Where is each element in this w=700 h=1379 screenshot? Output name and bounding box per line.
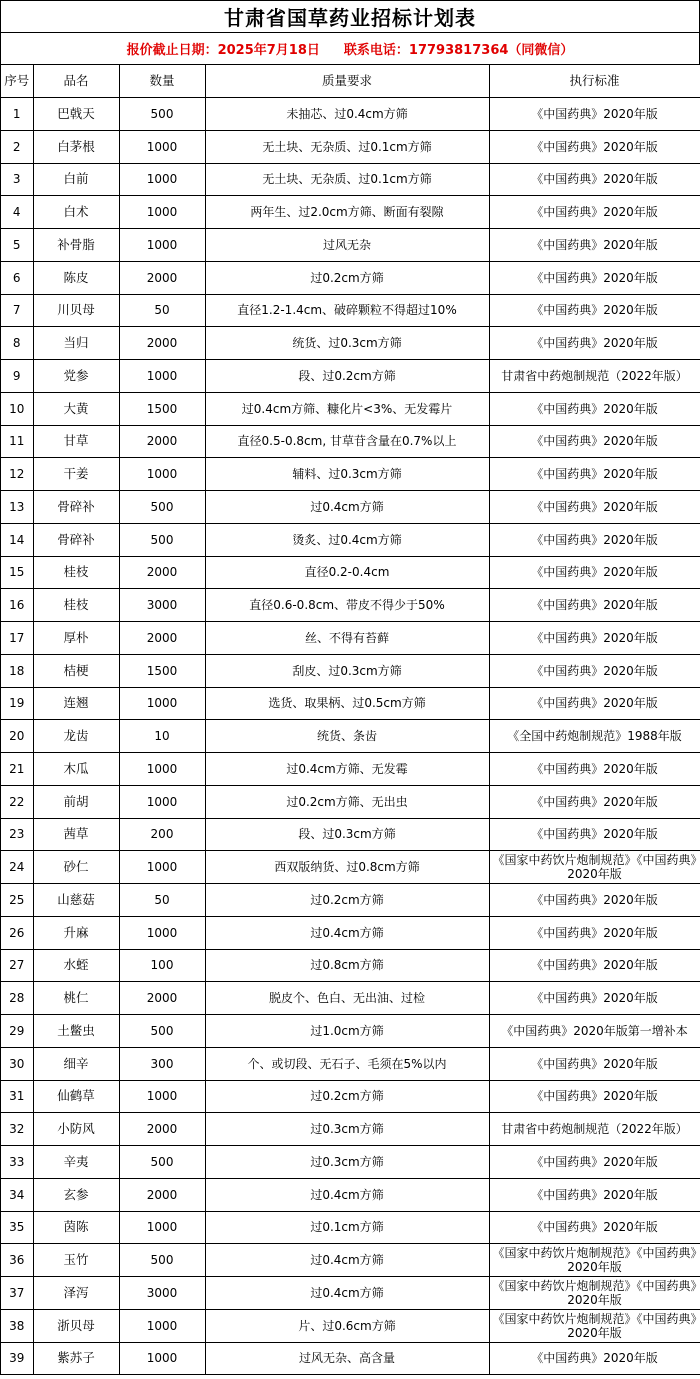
cell-qty: 1000 [119, 360, 205, 393]
cell-name: 大黄 [33, 392, 119, 425]
cell-name: 木瓜 [33, 753, 119, 786]
cell-name: 水蛭 [33, 949, 119, 982]
cell-qty: 3000 [119, 1277, 205, 1310]
table-row [1, 687, 700, 720]
cell-no: 17 [1, 622, 33, 655]
table-row [1, 360, 700, 393]
cell-name: 桃仁 [33, 982, 119, 1015]
cell-name: 仙鹤草 [33, 1080, 119, 1113]
cell-qty: 50 [119, 884, 205, 917]
table-row [1, 851, 700, 884]
cell-quality: 西双版纳货、过0.8cm方筛 [205, 851, 489, 884]
cell-no: 10 [1, 392, 33, 425]
cell-name: 陈皮 [33, 261, 119, 294]
cell-qty: 1000 [119, 1309, 205, 1342]
cell-name: 茵陈 [33, 1211, 119, 1244]
cell-name: 紫苏子 [33, 1342, 119, 1375]
cell-qty: 2000 [119, 327, 205, 360]
cell-quality: 选货、取果柄、过0.5cm方筛 [205, 687, 489, 720]
cell-no: 35 [1, 1211, 33, 1244]
info-bar [1, 33, 700, 65]
table-body [1, 98, 700, 1375]
cell-qty: 1000 [119, 687, 205, 720]
cell-name: 茜草 [33, 818, 119, 851]
table-row [1, 1178, 700, 1211]
cell-standard: 《中国药典》2020年版 [489, 491, 700, 524]
cell-name: 当归 [33, 327, 119, 360]
cell-name: 党参 [33, 360, 119, 393]
cell-quality: 过0.2cm方筛 [205, 1080, 489, 1113]
cell-no: 16 [1, 589, 33, 622]
cell-no: 2 [1, 130, 33, 163]
cell-qty: 1000 [119, 229, 205, 262]
cell-qty: 500 [119, 523, 205, 556]
cell-quality: 过0.4cm方筛、无发霉 [205, 753, 489, 786]
header-standard: 执行标准 [489, 65, 700, 98]
cell-name: 桔梗 [33, 654, 119, 687]
header-no: 序号 [1, 65, 33, 98]
cell-no: 7 [1, 294, 33, 327]
cell-standard: 《中国药典》2020年版 [489, 753, 700, 786]
cell-no: 22 [1, 785, 33, 818]
table-row [1, 130, 700, 163]
cell-no: 27 [1, 949, 33, 982]
cell-quality: 未抽芯、过0.4cm方筛 [205, 98, 489, 131]
table-row [1, 1015, 700, 1048]
cell-no: 14 [1, 523, 33, 556]
cell-name: 厚朴 [33, 622, 119, 655]
cell-standard: 《中国药典》2020年版 [489, 556, 700, 589]
cell-qty: 1000 [119, 785, 205, 818]
cell-quality: 过0.4cm方筛 [205, 916, 489, 949]
cell-no: 20 [1, 720, 33, 753]
table-row [1, 1277, 700, 1310]
cell-qty: 500 [119, 1146, 205, 1179]
cell-no: 15 [1, 556, 33, 589]
cell-quality: 过0.2cm方筛 [205, 261, 489, 294]
cell-quality: 直径0.6-0.8cm、带皮不得少于50% [205, 589, 489, 622]
cell-qty: 2000 [119, 556, 205, 589]
cell-name: 小防风 [33, 1113, 119, 1146]
cell-quality: 刮皮、过0.3cm方筛 [205, 654, 489, 687]
table-row [1, 982, 700, 1015]
cell-quality: 统货、过0.3cm方筛 [205, 327, 489, 360]
cell-name: 细辛 [33, 1047, 119, 1080]
cell-name: 骨碎补 [33, 523, 119, 556]
cell-no: 12 [1, 458, 33, 491]
table-row [1, 753, 700, 786]
cell-qty: 1000 [119, 1211, 205, 1244]
cell-standard: 《中国药典》2020年版 [489, 163, 700, 196]
cell-qty: 50 [119, 294, 205, 327]
cell-qty: 100 [119, 949, 205, 982]
table-row [1, 392, 700, 425]
table-row [1, 327, 700, 360]
cell-quality: 无土块、无杂质、过0.1cm方筛 [205, 130, 489, 163]
cell-no: 4 [1, 196, 33, 229]
cell-name: 浙贝母 [33, 1309, 119, 1342]
cell-quality: 直径1.2-1.4cm、破碎颗粒不得超过10% [205, 294, 489, 327]
cell-standard: 《中国药典》2020年版 [489, 982, 700, 1015]
header-quality: 质量要求 [205, 65, 489, 98]
cell-no: 3 [1, 163, 33, 196]
cell-standard: 甘肃省中药炮制规范（2022年版） [489, 1113, 700, 1146]
cell-quality: 段、过0.3cm方筛 [205, 818, 489, 851]
cell-quality: 过0.8cm方筛 [205, 949, 489, 982]
cell-quality: 个、或切段、无石子、毛须在5%以内 [205, 1047, 489, 1080]
table-row [1, 1113, 700, 1146]
cell-name: 龙齿 [33, 720, 119, 753]
contact-text: 联系电话：17793817364（同微信） [343, 43, 574, 58]
table-row [1, 491, 700, 524]
cell-no: 1 [1, 98, 33, 131]
table-row [1, 458, 700, 491]
cell-no: 31 [1, 1080, 33, 1113]
cell-name: 白茅根 [33, 130, 119, 163]
cell-no: 30 [1, 1047, 33, 1080]
cell-standard: 《中国药典》2020年版 [489, 1146, 700, 1179]
cell-standard: 《国家中药饮片炮制规范》《中国药典》2020年版 [489, 1244, 700, 1277]
cell-qty: 1000 [119, 916, 205, 949]
cell-standard: 《中国药典》2020年版 [489, 687, 700, 720]
table-row [1, 1047, 700, 1080]
cell-name: 山慈菇 [33, 884, 119, 917]
cell-no: 24 [1, 851, 33, 884]
cell-quality: 过0.1cm方筛 [205, 1211, 489, 1244]
cell-standard: 《中国药典》2020年版 [489, 294, 700, 327]
cell-no: 36 [1, 1244, 33, 1277]
cell-no: 21 [1, 753, 33, 786]
cell-no: 19 [1, 687, 33, 720]
cell-no: 34 [1, 1178, 33, 1211]
table-row [1, 163, 700, 196]
cell-no: 13 [1, 491, 33, 524]
table-row [1, 294, 700, 327]
table-row [1, 589, 700, 622]
cell-quality: 过0.3cm方筛 [205, 1113, 489, 1146]
cell-name: 前胡 [33, 785, 119, 818]
cell-standard: 《中国药典》2020年版 [489, 229, 700, 262]
cell-qty: 1000 [119, 1342, 205, 1375]
cell-quality: 辅料、过0.3cm方筛 [205, 458, 489, 491]
cell-no: 8 [1, 327, 33, 360]
cell-qty: 500 [119, 1244, 205, 1277]
cell-no: 37 [1, 1277, 33, 1310]
table-row [1, 1342, 700, 1375]
cell-no: 32 [1, 1113, 33, 1146]
cell-name: 白前 [33, 163, 119, 196]
cell-qty: 500 [119, 1015, 205, 1048]
table-row [1, 785, 700, 818]
cell-no: 39 [1, 1342, 33, 1375]
cell-quality: 丝、不得有苔藓 [205, 622, 489, 655]
cell-qty: 2000 [119, 622, 205, 655]
cell-quality: 过0.4cm方筛 [205, 1178, 489, 1211]
cell-no: 38 [1, 1309, 33, 1342]
table-row [1, 654, 700, 687]
header-name: 品名 [33, 65, 119, 98]
cell-standard: 《中国药典》2020年版 [489, 1211, 700, 1244]
cell-qty: 2000 [119, 982, 205, 1015]
header-row [1, 65, 700, 98]
cell-standard: 《中国药典》2020年版 [489, 949, 700, 982]
cell-standard: 《中国药典》2020年版 [489, 884, 700, 917]
cell-no: 9 [1, 360, 33, 393]
cell-no: 28 [1, 982, 33, 1015]
cell-standard: 《中国药典》2020年版 [489, 622, 700, 655]
table-row [1, 1244, 700, 1277]
table-row [1, 916, 700, 949]
cell-standard: 《中国药典》2020年版 [489, 425, 700, 458]
cell-qty: 1000 [119, 130, 205, 163]
cell-standard: 《国家中药饮片炮制规范》《中国药典》2020年版 [489, 851, 700, 884]
cell-quality: 过风无杂 [205, 229, 489, 262]
cell-standard: 《中国药典》2020年版 [489, 196, 700, 229]
cell-name: 白术 [33, 196, 119, 229]
cell-name: 泽泻 [33, 1277, 119, 1310]
cell-name: 干姜 [33, 458, 119, 491]
cell-qty: 2000 [119, 261, 205, 294]
bid-table [1, 65, 700, 1375]
cell-standard: 《中国药典》2020年版 [489, 261, 700, 294]
cell-quality: 过风无杂、高含量 [205, 1342, 489, 1375]
table-row [1, 229, 700, 262]
cell-quality: 片、过0.6cm方筛 [205, 1309, 489, 1342]
cell-standard: 《中国药典》2020年版 [489, 1047, 700, 1080]
table-row [1, 1309, 700, 1342]
cell-qty: 2000 [119, 1178, 205, 1211]
cell-standard: 《中国药典》2020年版 [489, 589, 700, 622]
cell-quality: 两年生、过2.0cm方筛、断面有裂隙 [205, 196, 489, 229]
cell-qty: 3000 [119, 589, 205, 622]
cell-standard: 《中国药典》2020年版 [489, 785, 700, 818]
cell-quality: 无土块、无杂质、过0.1cm方筛 [205, 163, 489, 196]
cell-qty: 1000 [119, 753, 205, 786]
table-row [1, 523, 700, 556]
cell-qty: 500 [119, 98, 205, 131]
cell-standard: 《中国药典》2020年版 [489, 458, 700, 491]
cell-name: 辛夷 [33, 1146, 119, 1179]
cell-no: 33 [1, 1146, 33, 1179]
cell-no: 18 [1, 654, 33, 687]
cell-standard: 《中国药典》2020年版第一增补本 [489, 1015, 700, 1048]
cell-standard: 《全国中药炮制规范》1988年版 [489, 720, 700, 753]
sheet-title: 甘肃省国草药业招标计划表 [1, 0, 700, 33]
cell-qty: 1500 [119, 392, 205, 425]
cell-standard: 《中国药典》2020年版 [489, 1080, 700, 1113]
cell-standard: 《国家中药饮片炮制规范》《中国药典》2020年版 [489, 1309, 700, 1342]
cell-standard: 《中国药典》2020年版 [489, 818, 700, 851]
cell-standard: 《中国药典》2020年版 [489, 327, 700, 360]
cell-standard: 《中国药典》2020年版 [489, 130, 700, 163]
cell-quality: 过0.3cm方筛 [205, 1146, 489, 1179]
cell-no: 25 [1, 884, 33, 917]
cell-quality: 脱皮个、色白、无出油、过检 [205, 982, 489, 1015]
cell-quality: 过0.4cm方筛 [205, 1244, 489, 1277]
cell-name: 补骨脂 [33, 229, 119, 262]
cell-qty: 10 [119, 720, 205, 753]
cell-standard: 《中国药典》2020年版 [489, 523, 700, 556]
table-row [1, 1211, 700, 1244]
cell-no: 26 [1, 916, 33, 949]
table-row [1, 949, 700, 982]
cell-name: 升麻 [33, 916, 119, 949]
cell-name: 玉竹 [33, 1244, 119, 1277]
cell-quality: 过0.4cm方筛、糠化片<3%、无发霉片 [205, 392, 489, 425]
cell-name: 骨碎补 [33, 491, 119, 524]
cell-qty: 1000 [119, 1080, 205, 1113]
cell-standard: 《中国药典》2020年版 [489, 98, 700, 131]
table-row [1, 196, 700, 229]
cell-standard: 《中国药典》2020年版 [489, 392, 700, 425]
cell-name: 川贝母 [33, 294, 119, 327]
cell-name: 玄参 [33, 1178, 119, 1211]
cell-qty: 500 [119, 491, 205, 524]
table-row [1, 818, 700, 851]
cell-qty: 2000 [119, 425, 205, 458]
table-row [1, 1080, 700, 1113]
table-row [1, 884, 700, 917]
cell-qty: 1000 [119, 851, 205, 884]
cell-quality: 过0.4cm方筛 [205, 491, 489, 524]
cell-name: 连翘 [33, 687, 119, 720]
cell-no: 23 [1, 818, 33, 851]
table-row [1, 1146, 700, 1179]
cell-no: 6 [1, 261, 33, 294]
table-row [1, 425, 700, 458]
cell-standard: 甘肃省中药炮制规范（2022年版） [489, 360, 700, 393]
table-row [1, 622, 700, 655]
header-qty: 数量 [119, 65, 205, 98]
cell-standard: 《中国药典》2020年版 [489, 916, 700, 949]
cell-standard: 《国家中药饮片炮制规范》《中国药典》2020年版 [489, 1277, 700, 1310]
cell-quality: 直径0.5-0.8cm, 甘草苷含量在0.7%以上 [205, 425, 489, 458]
cell-name: 巴戟天 [33, 98, 119, 131]
table-row [1, 261, 700, 294]
cell-name: 桂枝 [33, 589, 119, 622]
cell-quality: 直径0.2-0.4cm [205, 556, 489, 589]
cell-qty: 1500 [119, 654, 205, 687]
table-row [1, 720, 700, 753]
cell-qty: 1000 [119, 163, 205, 196]
cell-no: 29 [1, 1015, 33, 1048]
cell-quality: 过1.0cm方筛 [205, 1015, 489, 1048]
table-row [1, 556, 700, 589]
cell-qty: 2000 [119, 1113, 205, 1146]
cell-standard: 《中国药典》2020年版 [489, 1342, 700, 1375]
cell-qty: 1000 [119, 196, 205, 229]
cell-name: 砂仁 [33, 851, 119, 884]
cell-qty: 1000 [119, 458, 205, 491]
cell-quality: 统货、条齿 [205, 720, 489, 753]
cell-quality: 过0.4cm方筛 [205, 1277, 489, 1310]
cell-quality: 段、过0.2cm方筛 [205, 360, 489, 393]
cell-standard: 《中国药典》2020年版 [489, 1178, 700, 1211]
cell-quality: 过0.2cm方筛、无出虫 [205, 785, 489, 818]
cell-quality: 过0.2cm方筛 [205, 884, 489, 917]
cell-standard: 《中国药典》2020年版 [489, 654, 700, 687]
cell-qty: 200 [119, 818, 205, 851]
cell-no: 5 [1, 229, 33, 262]
cell-quality: 烫炙、过0.4cm方筛 [205, 523, 489, 556]
table-row [1, 98, 700, 131]
cell-name: 甘草 [33, 425, 119, 458]
cell-no: 11 [1, 425, 33, 458]
cell-qty: 300 [119, 1047, 205, 1080]
cell-name: 土鳖虫 [33, 1015, 119, 1048]
deadline-text: 报价截止日期：2025年7月18日 [126, 43, 320, 58]
cell-name: 桂枝 [33, 556, 119, 589]
